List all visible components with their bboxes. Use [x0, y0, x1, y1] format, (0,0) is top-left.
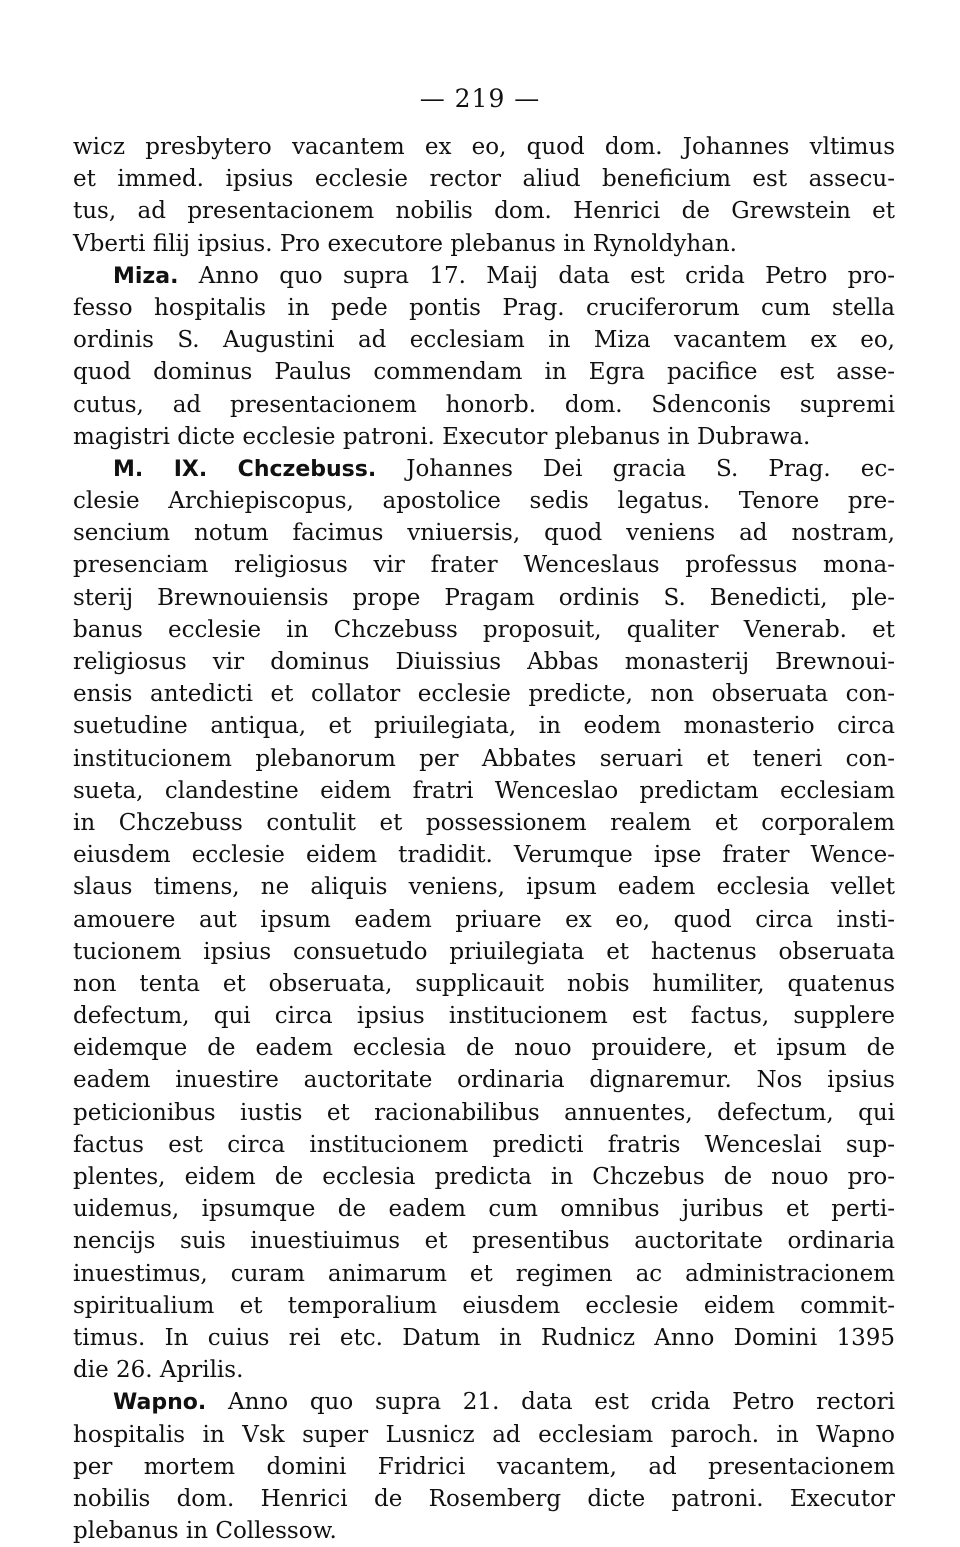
text-line: timus. In cuius rei etc. Datum in Rudnicz Anno Domini 1395: [73, 1324, 895, 1351]
text-line: sterij Brewnouiensis prope Pragam ordinis S. Benedicti, ple-: [73, 584, 895, 611]
text-segment: Anno quo supra 17. Maij data est crida Petro pro-: [178, 262, 895, 289]
page-number: — 219 —: [419, 84, 541, 113]
text-line: non tenta et obseruata, supplicauit nobis humiliter, quatenus: [73, 970, 895, 997]
paragraph-first-line: [73, 453, 895, 485]
paragraph-chczebuss: [73, 453, 895, 1386]
text-line: sueta, clandestine eidem fratri Wenceslao predictam ecclesiam: [73, 777, 895, 804]
text-line: factus est circa institucionem predicti fratris Wenceslai sup-: [73, 1131, 895, 1158]
text-line: die 26. Aprilis.: [73, 1357, 244, 1384]
text-line: wicz presbytero vacantem ex eo, quod dom. Johannes vltimus: [73, 134, 895, 160]
text-line: sencium notum facimus vniuersis, quod veniens ad nostram,: [73, 520, 895, 547]
text-line: suetudine antiqua, et priuilegiata, in eodem monasterio circa: [73, 713, 895, 740]
text-line: tucionem ipsius consuetudo priuilegiata et hactenus obseruata: [73, 938, 895, 965]
entry-heading-chczebuss: M. IX. Chczebuss.: [113, 456, 377, 482]
entry-heading-miza: Miza.: [113, 263, 179, 289]
text-line: presenciam religiosus vir frater Wenceslaus professus mona-: [73, 552, 895, 579]
text-line: in Chczebuss contulit et possessionem realem et corporalem: [73, 809, 895, 836]
text-line: peticionibus iustis et racionabilibus annuentes, defectum, qui: [73, 1099, 895, 1126]
text-line: spiritualium et temporalium eiusdem ecclesie eidem commit-: [73, 1292, 895, 1319]
text-line: religiosus vir dominus Diuissius Abbas monasterij Brewnoui-: [73, 649, 895, 675]
text-line: per mortem domini Fridrici vacantem, ad presentacionem: [73, 1453, 895, 1480]
text-line: plebanus in Collessow.: [73, 1518, 337, 1545]
paragraph-first-line: [73, 1386, 895, 1418]
text-line: tus, ad presentacionem nobilis dom. Henrici de Grewstein et: [73, 198, 895, 225]
text-line: nencijs suis inuestiuimus et presentibus auctoritate ordinaria: [73, 1228, 895, 1255]
text-line: amouere aut ipsum eadem priuare ex eo, quod circa insti-: [73, 906, 895, 933]
text-line: banus ecclesie in Chczebuss proposuit, qualiter Venerab. et: [73, 616, 895, 643]
text-line: eidemque de eadem ecclesia de nouo prouidere, et ipsum de: [73, 1035, 895, 1062]
text-line: hospitalis in Vsk super Lusnicz ad ecclesiam paroch. in Wapno: [73, 1421, 895, 1448]
text-segment: Anno quo supra 21. data est crida Petro rectori: [206, 1389, 895, 1416]
document-body: [73, 131, 895, 1547]
text-line: defectum, qui circa ipsius institucionem est factus, supplere: [73, 1003, 895, 1030]
paragraph-wapno: [73, 1386, 895, 1547]
text-segment: Johannes Dei gracia S. Prag. ec-: [376, 455, 895, 482]
entry-heading-wapno: Wapno.: [113, 1390, 207, 1416]
text-line: cutus, ad presentacionem honorb. dom. Sdenconis supremi: [73, 391, 895, 418]
text-line: inuestimus, curam animarum et regimen ac administracionem: [73, 1260, 895, 1287]
paragraph-miza: [73, 260, 895, 453]
text-line: slaus timens, ne aliquis veniens, ipsum eadem ecclesia vellet: [73, 874, 895, 901]
text-line: ordinis S. Augustini ad ecclesiam in Miza vacantem ex eo,: [73, 327, 895, 354]
text-line: plentes, eidem de ecclesia predicta in Chczebus de nouo pro-: [73, 1164, 895, 1190]
text-line: magistri dicte ecclesie patroni. Executor plebanus in Dubrawa.: [73, 423, 811, 450]
paragraph-first-line: [73, 260, 895, 292]
text-line: nobilis dom. Henrici de Rosemberg dicte patroni. Executor: [73, 1485, 895, 1512]
text-line: eadem inuestire auctoritate ordinaria dignaremur. Nos ipsius: [73, 1067, 895, 1094]
text-line: eiusdem ecclesie eidem tradidit. Verumque ipse frater Wence-: [73, 842, 895, 869]
text-line: clesie Archiepiscopus, apostolice sedis legatus. Tenore pre-: [73, 488, 895, 515]
text-line: et immed. ipsius ecclesie rector aliud beneficium est assecu-: [73, 166, 895, 193]
paragraph-rynoldyhan: [73, 131, 895, 260]
text-line: ensis antedicti et collator ecclesie predicte, non obseruata con-: [73, 681, 895, 708]
text-line: uidemus, ipsumque de eadem cum omnibus juribus et perti-: [73, 1196, 895, 1223]
text-line: fesso hospitalis in pede pontis Prag. cruciferorum cum stella: [73, 294, 895, 321]
text-line: Vberti filij ipsius. Pro executore plebanus in Rynoldyhan.: [73, 230, 737, 257]
text-line: institucionem plebanorum per Abbates seruari et teneri con-: [73, 745, 895, 772]
text-line: quod dominus Paulus commendam in Egra pacifice est asse-: [73, 359, 895, 386]
